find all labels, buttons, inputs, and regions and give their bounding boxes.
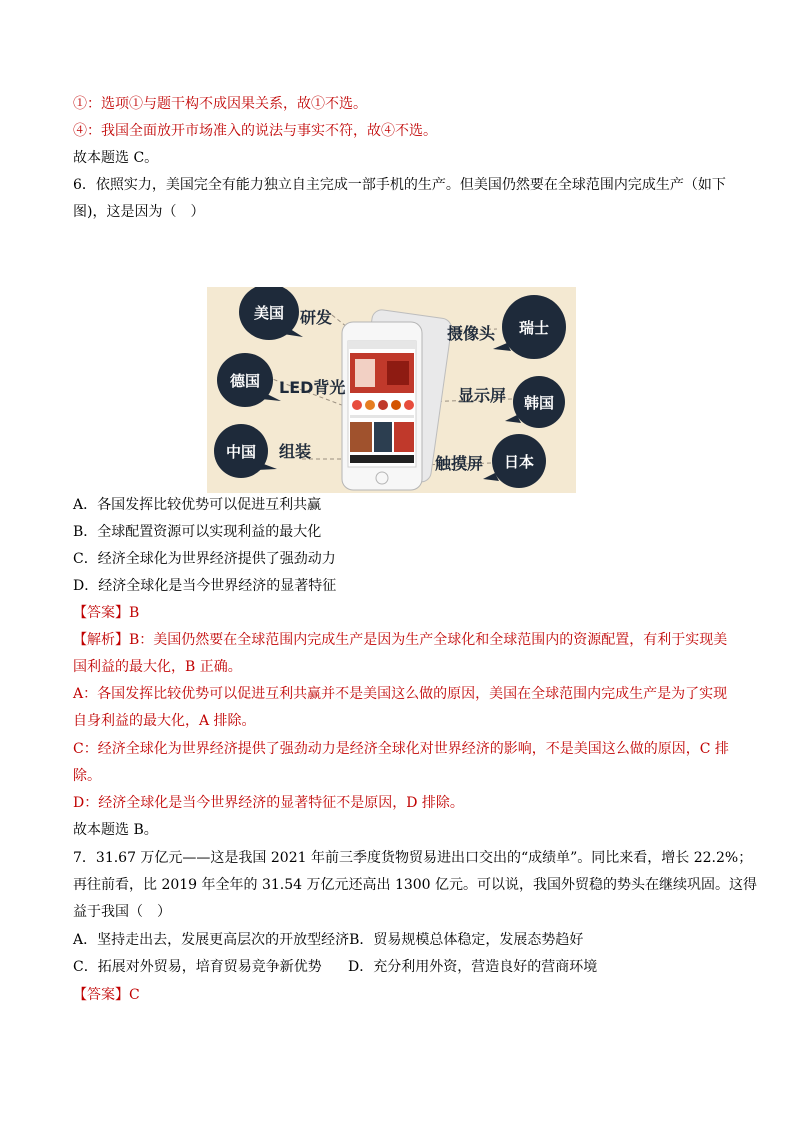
phone-supply-chain-figure (207, 287, 576, 493)
country-bubble-usa (239, 287, 303, 340)
country-bubble-korea (505, 376, 565, 428)
answer-7: 【答案】C (73, 987, 140, 1003)
answer-6: 【答案】B (73, 605, 140, 621)
part-label: 研发 (300, 308, 333, 327)
part-label: 触摸屏 (435, 454, 484, 473)
option-c: C．拓展对外贸易，培育贸易竞争新优势 (73, 959, 322, 975)
question-6-stem: 图)，这是因为（ ） (73, 204, 205, 220)
country-bubble-germany (217, 353, 281, 407)
country-bubble-china (214, 424, 277, 478)
question-7-stem: 益于我国（ ） (73, 904, 171, 920)
explanation-line: C：经济全球化为世界经济提供了强劲动力是经济全球化对世界经济的影响，不是美国这么做的原因，C 排 (73, 741, 729, 757)
part-label: LED背光 (279, 378, 346, 397)
option-d: D．充分利用外资，营造良好的营商环境 (348, 959, 598, 975)
option-d: D．经济全球化是当今世界经济的显著特征 (73, 578, 337, 594)
country-label: 德国 (229, 372, 261, 390)
answer-selection: 故本题选 C。 (73, 150, 159, 166)
explanation-line: ①：选项①与题干构不成因果关系，故①不选。 (73, 96, 367, 112)
explanation-line: A：各国发挥比较优势可以促进互利共赢并不是美国这么做的原因，美国在全球范围内完成生产是为了实现 (73, 686, 728, 702)
answer-selection: 故本题选 B。 (73, 822, 158, 838)
explanation-line: 【解析】B：美国仍然要在全球范围内完成生产是因为生产全球化和全球范围内的资源配置，有利于实现美 (73, 632, 728, 648)
option-a-b: A．坚持走出去，发展更高层次的开放型经济B．贸易规模总体稳定，发展态势趋好 (73, 932, 584, 948)
option-b: B．全球配置资源可以实现利益的最大化 (73, 524, 322, 540)
option-c: C．经济全球化为世界经济提供了强劲动力 (73, 551, 336, 567)
part-label: 摄像头 (447, 324, 496, 343)
question-7-stem: 7．31.67 万亿元——这是我国 2021 年前三季度货物贸易进出口交出的“成绩单”。同比来看，增长 22.2%； (73, 850, 753, 866)
country-label: 瑞士 (518, 319, 550, 337)
country-label: 中国 (225, 443, 257, 461)
country-label: 美国 (253, 304, 285, 322)
part-label: 显示屏 (458, 386, 507, 405)
country-bubble-japan (483, 434, 546, 488)
explanation-line: ④：我国全面放开市场准入的说法与事实不符，故④不选。 (73, 123, 437, 139)
country-label: 日本 (503, 453, 535, 471)
explanation-line: D：经济全球化是当今世界经济的显著特征不是原因，D 排除。 (73, 795, 464, 811)
country-bubble-switzerland (493, 295, 566, 359)
explanation-line: 国利益的最大化，B 正确。 (73, 659, 242, 675)
country-label: 韩国 (523, 394, 555, 412)
explanation-line: 除。 (73, 768, 101, 784)
question-7-stem: 再往前看，比 2019 年全年的 31.54 万亿元还高出 1300 亿元。可以说，我国外贸稳的势头在继续巩固。这得 (73, 877, 758, 893)
explanation-line: 自身利益的最大化，A 排除。 (73, 713, 256, 729)
part-label: 组装 (279, 442, 312, 461)
option-a: A．各国发挥比较优势可以促进互利共赢 (73, 497, 322, 513)
question-6-stem: 6．依照实力，美国完全有能力独立自主完成一部手机的生产。但美国仍然要在全球范围内完成生产（如下 (73, 177, 726, 193)
